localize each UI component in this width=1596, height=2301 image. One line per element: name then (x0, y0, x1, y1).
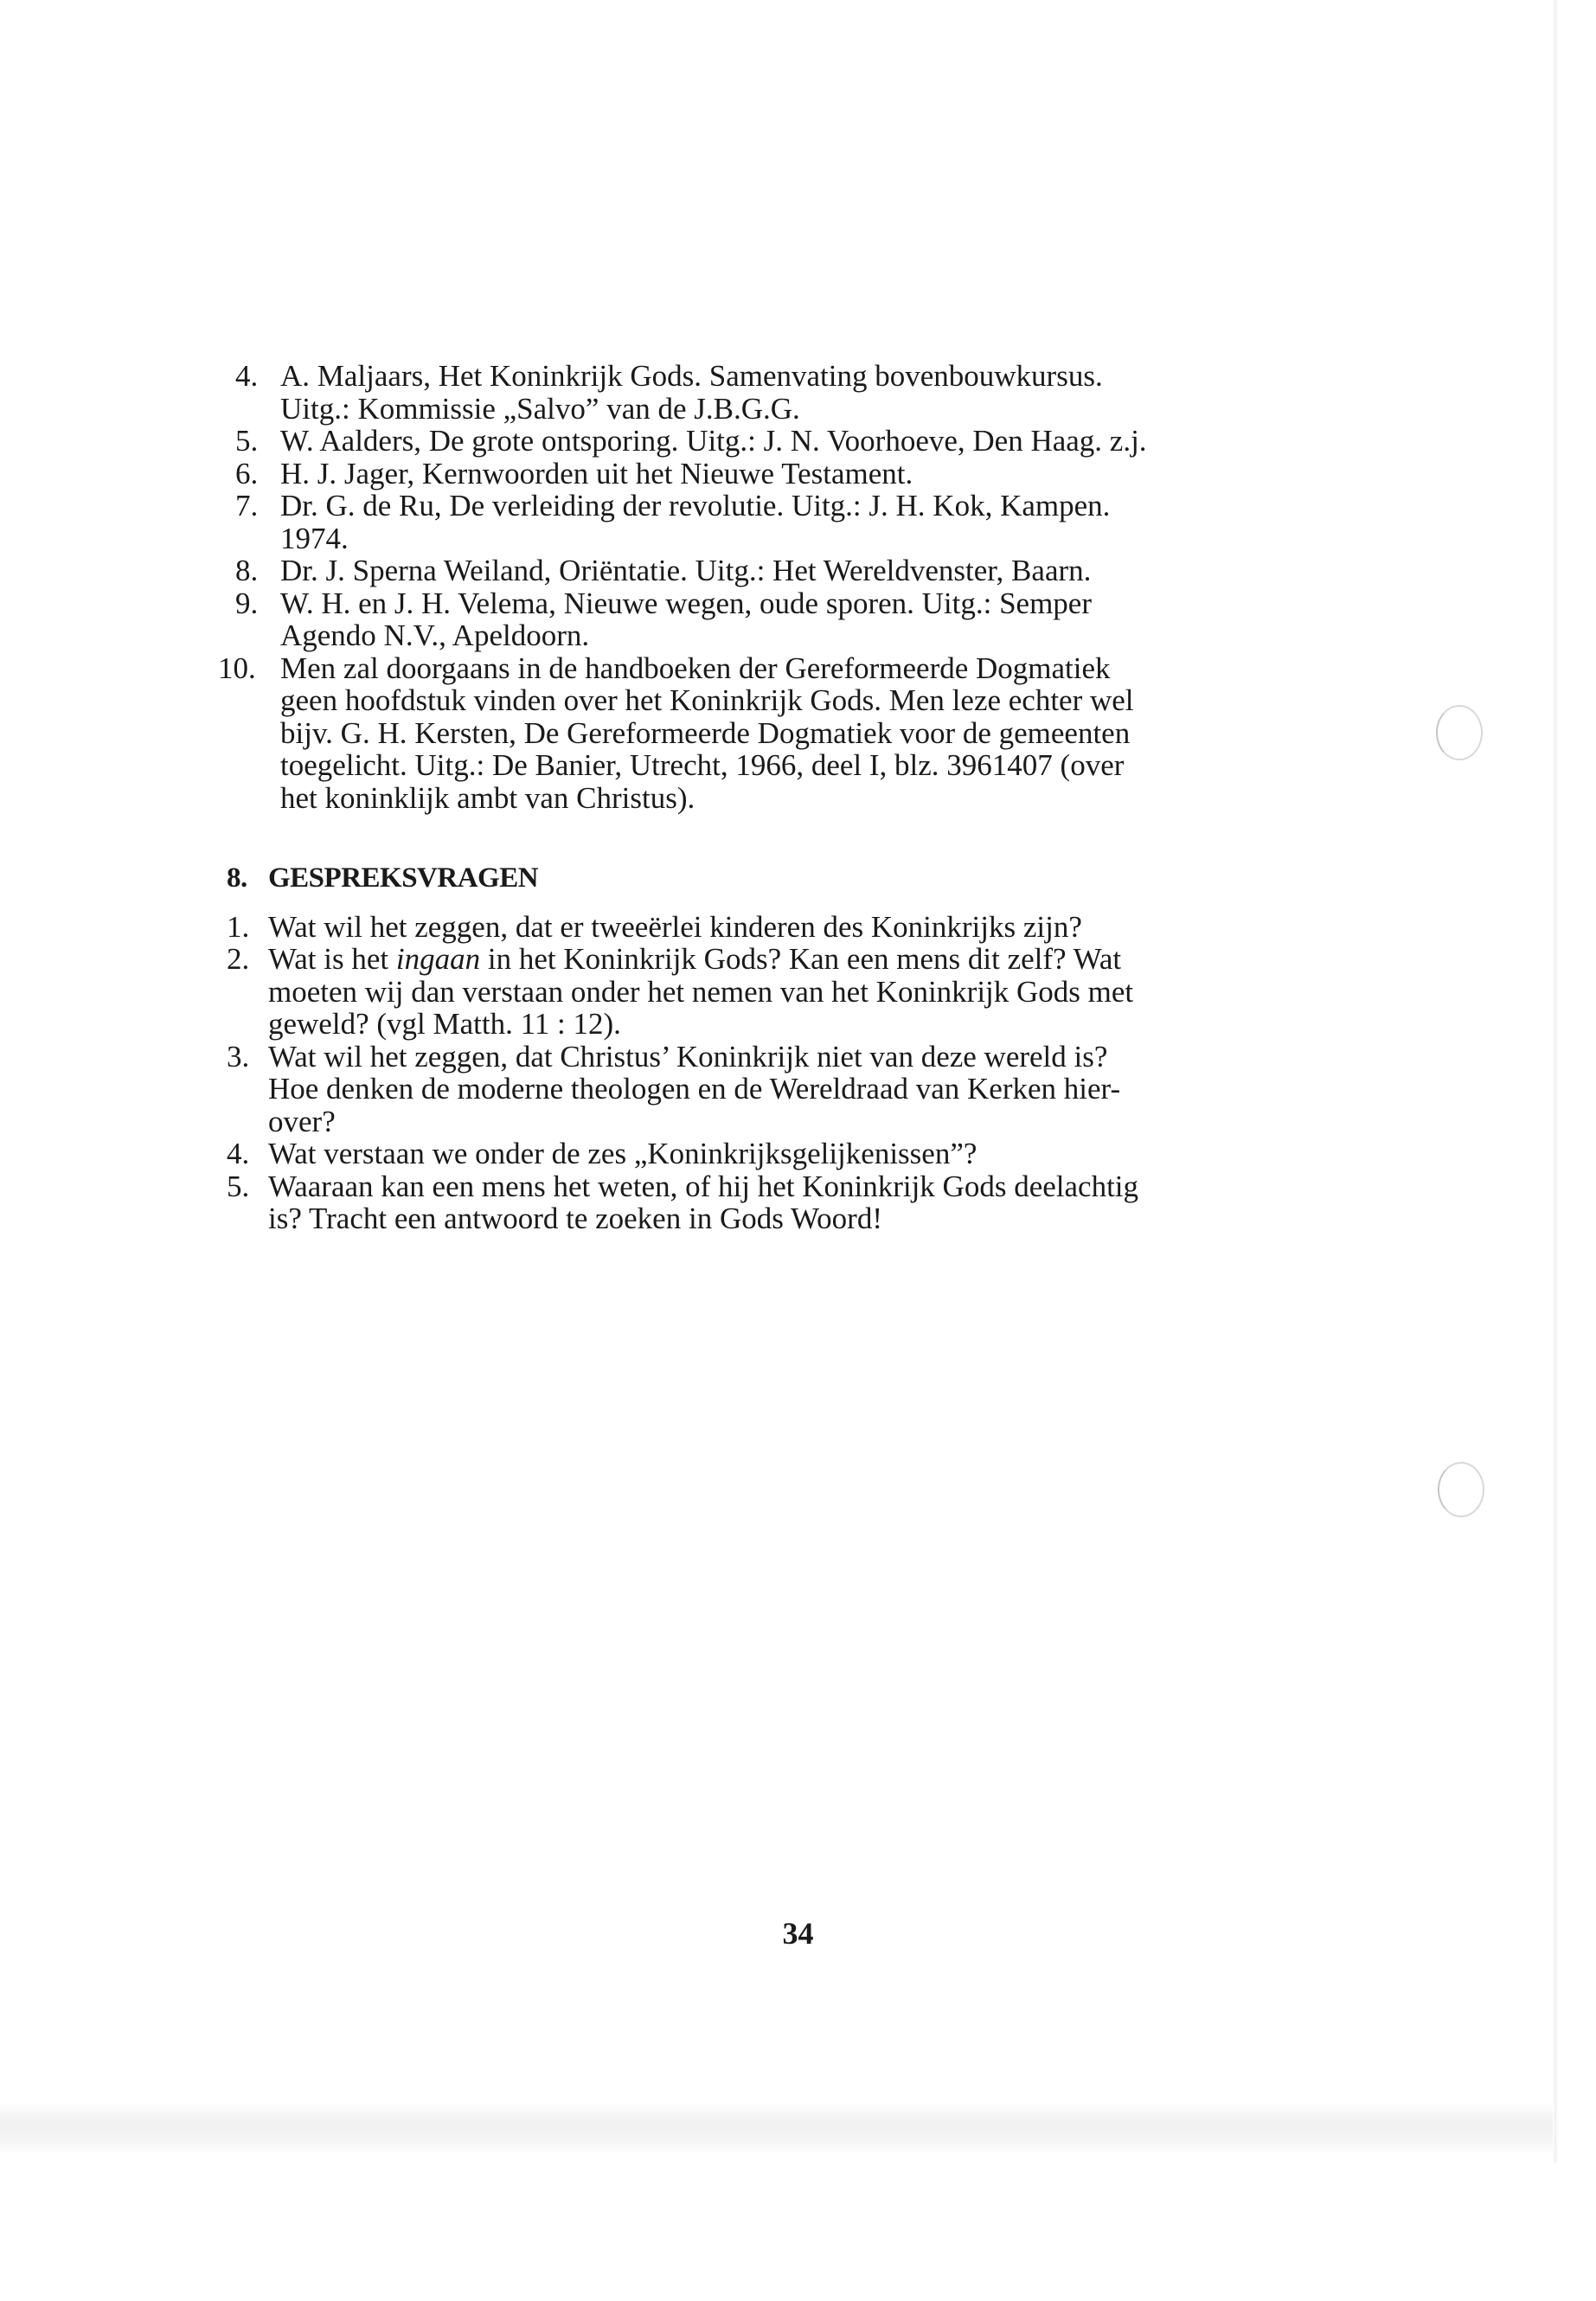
question-list (227, 911, 1334, 1235)
reference-text-line: H. J. Jager, Kernwoorden uit het Nieuwe Testament. (280, 456, 913, 490)
question-text-line: over? (268, 1104, 336, 1138)
reference-number: 4. (235, 359, 259, 393)
reference-text-line: Dr. G. de Ru, De verleiding der revolutie. Uitg.: J. H. Kok, Kampen. (280, 489, 1111, 522)
question-item-3 (227, 1041, 1334, 1138)
reference-item-8 (227, 554, 1334, 587)
reference-text-line: het koninklijk ambt van Christus). (280, 780, 695, 815)
punch-hole (1436, 705, 1483, 760)
question-number: 1. (227, 909, 250, 944)
reference-number: 6. (235, 456, 259, 490)
page-body (218, 359, 1334, 1235)
question-text-line: geweld? (vgl Matth. 11 : 12). (268, 1007, 621, 1041)
question-text-line (268, 943, 1334, 976)
question-number: 5. (227, 1169, 250, 1203)
reference-item-4 (227, 360, 1334, 425)
reference-item-9 (227, 587, 1334, 652)
question-item-4 (227, 1138, 1334, 1170)
question-text-line: Hoe denken de moderne theologen en de Wereldraad van Kerken hier- (268, 1072, 1121, 1106)
question-number: 2. (227, 942, 250, 976)
reference-number: 9. (235, 586, 259, 620)
question-text-segment: in het Koninkrijk Gods? Kan een mens dit zelf? Wat (480, 942, 1122, 976)
section-title: GESPREKSVRAGEN (268, 862, 539, 894)
question-text-line: Wat wil het zeggen, dat er tweeërlei kinderen des Koninkrijks zijn? (268, 909, 1082, 944)
question-text-line: is? Tracht een antwoord te zoeken in Gods Woord! (268, 1202, 882, 1235)
reference-number: 10. (218, 651, 256, 685)
reference-number: 8. (235, 554, 259, 587)
question-number: 3. (227, 1039, 250, 1074)
question-text-segment: Wat is het (268, 942, 396, 976)
question-text-line: Wat verstaan we onder de zes „Koninkrijksgelijkenissen”? (268, 1137, 977, 1170)
reference-text-line: 1974. (280, 521, 349, 555)
reference-text-line: A. Maljaars, Het Koninkrijk Gods. Samenvating bovenbouwkursus. (280, 359, 1103, 393)
reference-number: 7. (235, 489, 259, 522)
reference-item-7 (227, 490, 1334, 554)
reference-text-line: Men zal doorgaans in de handboeken der Gereformeerde Dogmatiek (280, 651, 1111, 685)
scan-edge-shadow (1553, 0, 1558, 2163)
reference-text-line: Dr. J. Sperna Weiland, Oriëntatie. Uitg.: Het Wereldvenster, Baarn. (280, 554, 1092, 587)
reference-item-5 (227, 425, 1334, 458)
reference-text-line: bijv. G. H. Kersten, De Gereformeerde Dogmatiek voor de gemeenten (280, 715, 1131, 750)
question-text-line: Wat wil het zeggen, dat Christus’ Koninkrijk niet van deze wereld is? (268, 1039, 1108, 1074)
question-text-line: moeten wij dan verstaan onder het nemen van het Koninkrijk Gods met (268, 974, 1134, 1009)
reference-text-line: geen hoofdstuk vinden over het Koninkrijk Gods. Men leze echter wel (280, 683, 1134, 717)
punch-hole (1438, 1462, 1484, 1517)
reference-text-line: Uitg.: Kommissie „Salvo” van de J.B.G.G. (280, 391, 800, 426)
reference-list (218, 359, 1334, 815)
reference-text-line: W. Aalders, De grote ontsporing. Uitg.: J. N. Voorhoeve, Den Haag. z.j. (280, 424, 1147, 458)
question-text-line: Waaraan kan een mens het weten, of hij het Koninkrijk Gods deelachtig (268, 1169, 1139, 1203)
reference-text-line: toegelicht. Uitg.: De Banier, Utrecht, 1966, deel I, blz. 3961407 (over (280, 748, 1125, 782)
question-item-2 (227, 943, 1334, 1041)
reference-text-line: W. H. en J. H. Velema, Nieuwe wegen, oude sporen. Uitg.: Semper (280, 586, 1092, 620)
scan-edge-shadow (0, 2102, 1557, 2154)
section-heading (227, 862, 1334, 895)
reference-item-10 (218, 651, 1334, 815)
question-number: 4. (227, 1137, 250, 1170)
page-number: 34 (782, 1916, 814, 1951)
question-text-italic: ingaan (395, 942, 481, 976)
reference-text-line: Agendo N.V., Apeldoorn. (280, 619, 590, 652)
question-item-1 (227, 911, 1334, 944)
section-number: 8. (227, 862, 247, 894)
reference-item-6 (227, 458, 1334, 490)
reference-number: 5. (235, 424, 259, 458)
question-item-5 (227, 1170, 1334, 1235)
